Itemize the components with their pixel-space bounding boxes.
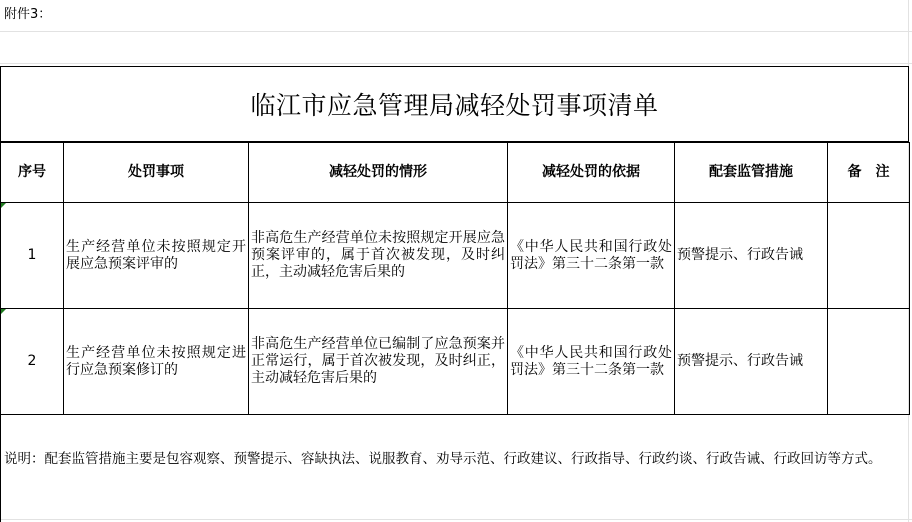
penalty-item[interactable]: 生产经营单位未按照规定进行应急预案修订的: [64, 309, 249, 415]
page-title: 临江市应急管理局减轻处罚事项清单: [250, 91, 659, 120]
note-left-border: [0, 414, 1, 522]
penalty-table: [0, 142, 910, 415]
header-basis[interactable]: 减轻处罚的依据: [508, 143, 675, 203]
explanation-note[interactable]: 说明：配套监管措施主要是包容观察、预警提示、容缺执法、说服教育、劝导示范、行政建议、行政指导、行政约谈、行政告诫、行政回访等方式。: [4, 451, 882, 467]
table-row: [1, 309, 910, 415]
table-header-row: [1, 143, 910, 203]
table-bottom-border: [0, 414, 909, 415]
mitigation-basis[interactable]: 《中华人民共和国行政处罚法》第三十二条第一款: [508, 203, 675, 309]
mitigation-basis[interactable]: 《中华人民共和国行政处罚法》第三十二条第一款: [508, 309, 675, 415]
header-measures[interactable]: 配套监管措施: [675, 143, 828, 203]
sheet-gridline: [0, 519, 912, 520]
remark-cell[interactable]: [828, 203, 910, 309]
mitigation-situation[interactable]: 非高危生产经营单位已编制了应急预案并正常运行，属于首次被发现，及时纠正，主动减轻危害后果的: [249, 309, 508, 415]
row-number[interactable]: 1: [1, 203, 64, 309]
table-row: [1, 203, 910, 309]
header-situation[interactable]: 减轻处罚的情形: [249, 143, 508, 203]
mitigation-situation[interactable]: 非高危生产经营单位未按照规定开展应急预案评审的，属于首次被发现，及时纠正，主动减轻危害后果的: [249, 203, 508, 309]
sheet-gridline: [0, 31, 912, 32]
cell-marker-icon: [1, 309, 6, 314]
supervision-measures[interactable]: 预警提示、行政告诫: [675, 203, 828, 309]
header-item[interactable]: 处罚事项: [64, 143, 249, 203]
header-num[interactable]: 序号: [1, 143, 64, 203]
attachment-label: 附件3：: [4, 7, 52, 22]
cell-marker-icon: [1, 203, 6, 208]
header-remark[interactable]: 备 注: [828, 143, 910, 203]
penalty-item[interactable]: 生产经营单位未按照规定开展应急预案评审的: [64, 203, 249, 309]
row-number[interactable]: 2: [1, 309, 64, 415]
title-cell[interactable]: [0, 66, 909, 142]
sheet-gridline: [0, 63, 912, 64]
supervision-measures[interactable]: 预警提示、行政告诫: [675, 309, 828, 415]
remark-cell[interactable]: [828, 309, 910, 415]
